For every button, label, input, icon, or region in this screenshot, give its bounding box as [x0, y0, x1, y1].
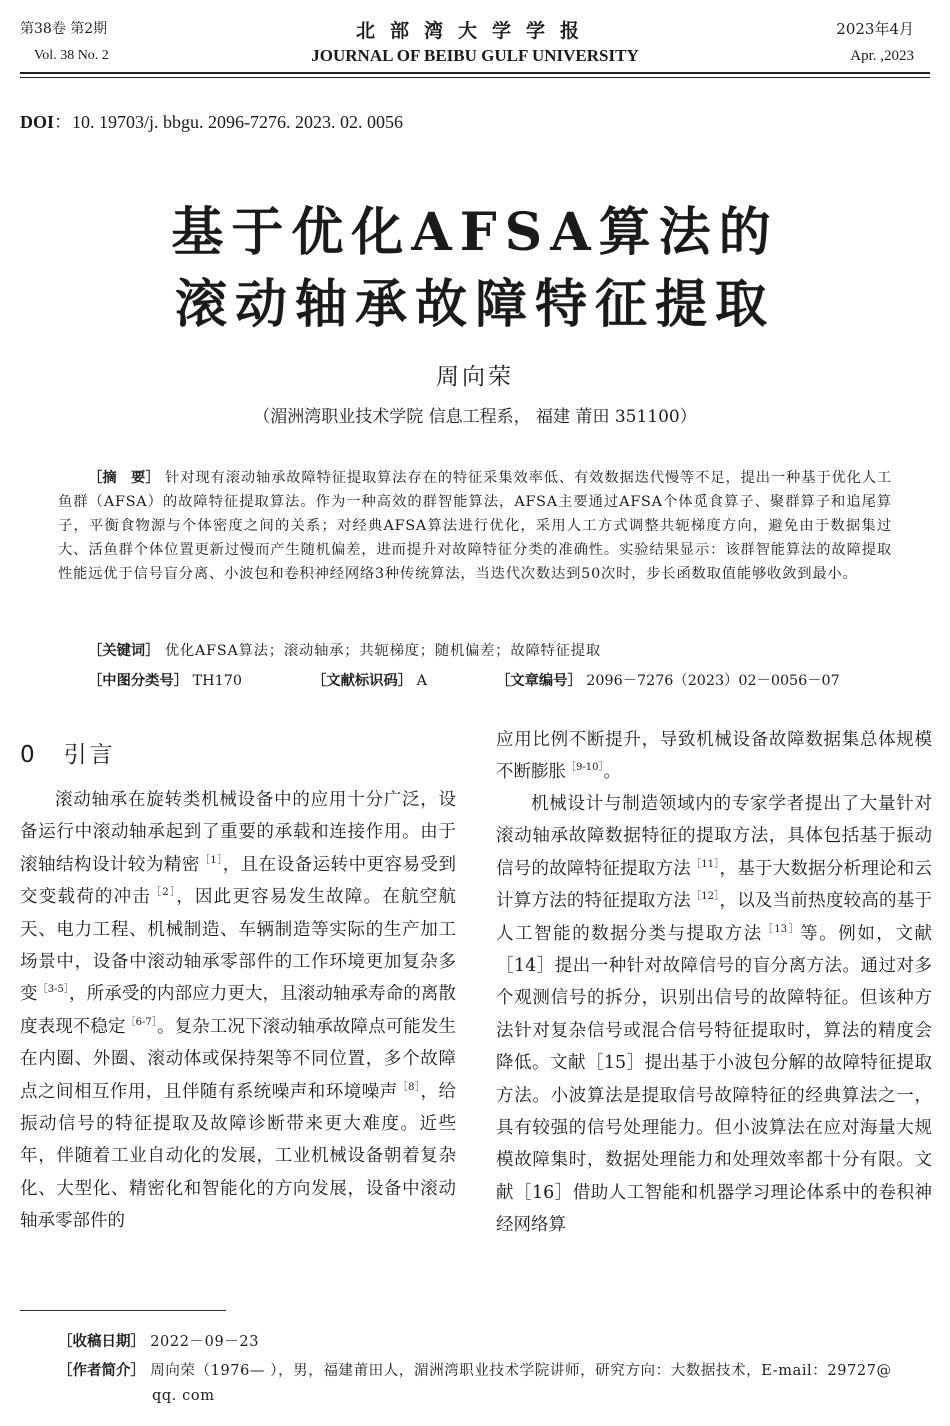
- article-number-label: ［文章编号］: [496, 673, 582, 689]
- paper-title-line-2: 滚动轴承故障特征提取: [174, 274, 775, 335]
- citation: ［9-10］: [566, 762, 604, 774]
- body-left-column: [20, 784, 456, 1238]
- author-bio-label: ［作者简介］: [58, 1363, 145, 1379]
- section-number: 0: [20, 742, 38, 768]
- body-text: 应用比例不断提升，导致机械设备故障数据集总体规模不断膨胀: [496, 730, 932, 783]
- received-value: 2022－09－23: [150, 1334, 260, 1350]
- body-right-column-top: [496, 724, 932, 789]
- header-date-en: Apr. ,2023: [850, 48, 914, 64]
- section-title: 引言: [63, 742, 116, 768]
- clc-label: ［中图分类号］: [88, 673, 189, 689]
- body-right-column: [496, 788, 932, 1242]
- paper-title-line-1: 基于优化AFSA算法的: [171, 202, 779, 263]
- footnote-rule: [20, 1310, 226, 1311]
- body-text: ，因此更容易发生故障。在航空航天、电力工程、机械制造、车辆制造等实际的生产加工场景中，设备中滚动轴承零部件的工作环境更加复杂多变: [20, 887, 456, 1005]
- body-text: ，给振动信号的特征提取及故障诊断带来更大难度。近些年，伴随着工业自动化的发展，工业机械设备朝着复杂化、大型化、精密化和智能化的方向发展，设备中滚动轴承零部件的: [20, 1081, 457, 1232]
- citation: ［3-5］: [37, 984, 69, 996]
- body-text: ，所承受的内部应力更大，且滚动轴承寿命的离散度表现不稳定: [20, 984, 457, 1037]
- header-volume: 第38卷 第2期: [20, 21, 108, 37]
- doi-label: DOI: [20, 112, 55, 132]
- abstract-label: ［摘 要］: [88, 470, 160, 486]
- article-number-value: 2096－7276（2023）02－0056－07: [586, 673, 840, 689]
- doc-code-label: ［文献标识码］: [312, 673, 413, 689]
- header-rule-thick: [20, 72, 930, 74]
- doc-code-value: A: [416, 673, 427, 689]
- header-date: 2023年4月: [836, 20, 914, 38]
- citation: ［2］: [151, 887, 177, 899]
- footnote-email-continuation: qq. com: [152, 1388, 215, 1404]
- body-text: 。: [603, 762, 621, 783]
- body-text: 。复杂工况下滚动轴承故障点可能发生在内圈、外圈、滚动体或保持架等不同位置，多个故障点之间相互作用，且伴随有系统噪声和环境噪声: [20, 1016, 456, 1102]
- citation: ［11］: [691, 858, 720, 870]
- author-name: 周向荣: [436, 364, 514, 390]
- author-affiliation: （湄洲湾职业技术学院 信息工程系， 福建 莆田 351100）: [253, 407, 697, 427]
- header-rule-thin: [20, 77, 930, 78]
- document-code: [312, 670, 427, 690]
- journal-name-en: JOURNAL OF BEIBU GULF UNIVERSITY: [311, 46, 639, 65]
- body-text: 机械设计与制造领域内的专家学者提出了大量针对滚动轴承故障数据特征的提取方法，具体包括基于振动信号的故障特征提取方法: [496, 794, 932, 879]
- body-text: ，基于大数据分析理论和云计算方法的特征提取方法: [496, 858, 933, 912]
- body-text: ，且在设备运转中更容易受到交变载荷的冲击: [20, 854, 457, 908]
- citation: ［1］: [199, 854, 223, 866]
- citation: ［8］: [397, 1081, 421, 1093]
- footnote-author: [58, 1359, 930, 1380]
- doi-line: [20, 108, 403, 134]
- abstract-text: 针对现有滚动轴承故障特征提取算法存在的特征采集效率低、有效数据迭代慢等不足，提出一种基于优化人工鱼群（AFSA）的故障特征提取算法。作为一种高效的群智能算法，AFSA主要通过AFSA个体觅食算子、聚群算子和追尾算子，平衡食物源与个体密度之间的关系；对经典AFSA算法进行优化，采用人工方式调整共轭梯度方向，避免由于数据集过大、活鱼群个体位置更新过慢而产生随机偏差，进而提升对故障特征分类的准确性。实验结果显示：该群智能算法的故障提取性能远优于信号盲分离、小波包和卷积神经网络3种传统算法，当迭代次数达到50次时，步长函数取值能够收敛到最小。: [58, 470, 893, 582]
- citation: ［12］: [691, 891, 720, 903]
- doi-value: ：10. 19703/j. bbgu. 2096-7276. 2023. 02. 0056: [54, 112, 404, 132]
- keywords-label: ［关键词］: [88, 643, 160, 659]
- header-volume-en: Vol. 38 No. 2: [34, 48, 109, 63]
- clc-value: TH170: [192, 673, 242, 689]
- section-heading: [20, 736, 116, 769]
- abstract: [58, 466, 892, 586]
- journal-name: 北部湾大学学报: [355, 20, 594, 42]
- received-label: ［收稿日期］: [58, 1334, 145, 1350]
- body-text: ，以及当前热度较高的基于人工智能的数据分类与提取方法: [496, 891, 933, 944]
- footnote-received: [58, 1330, 259, 1351]
- citation: ［6-7］: [125, 1016, 157, 1028]
- body-text: 等。例如，文献［14］提出一种针对故障信号的盲分离方法。通过对多个观测信号的拆分，识别出信号的故障特征。但该种方法针对复杂信号或混合信号特征提取时，算法的精度会降低。文献［15］提出基于小波包分解的故障特征提取方法。小波算法是提取信号故障特征的经典算法之一，具有较强的信号处理能力。但小波算法在应对海量大规模故障集时，数据处理能力和处理效率都十分有限。文献［16］借助人工智能和机器学习理论体系中的卷积神经网络算: [496, 923, 933, 1236]
- body-text: 滚动轴承在旋转类机械设备中的应用十分广泛，设备运行中滚动轴承起到了重要的承载和连接作用。由于滚轴结构设计较为精密: [20, 790, 456, 875]
- clc-number: [88, 670, 242, 690]
- article-number: [496, 670, 840, 690]
- keywords: [88, 640, 601, 660]
- keywords-text: 优化AFSA算法；滚动轴承；共轭梯度；随机偏差；故障特征提取: [164, 643, 601, 659]
- author-bio-text: 周向荣（1976— ），男，福建莆田人，湄洲湾职业技术学院讲师，研究方向：大数据技术，E-mail：29727@: [150, 1363, 892, 1379]
- citation: ［13］: [762, 923, 801, 935]
